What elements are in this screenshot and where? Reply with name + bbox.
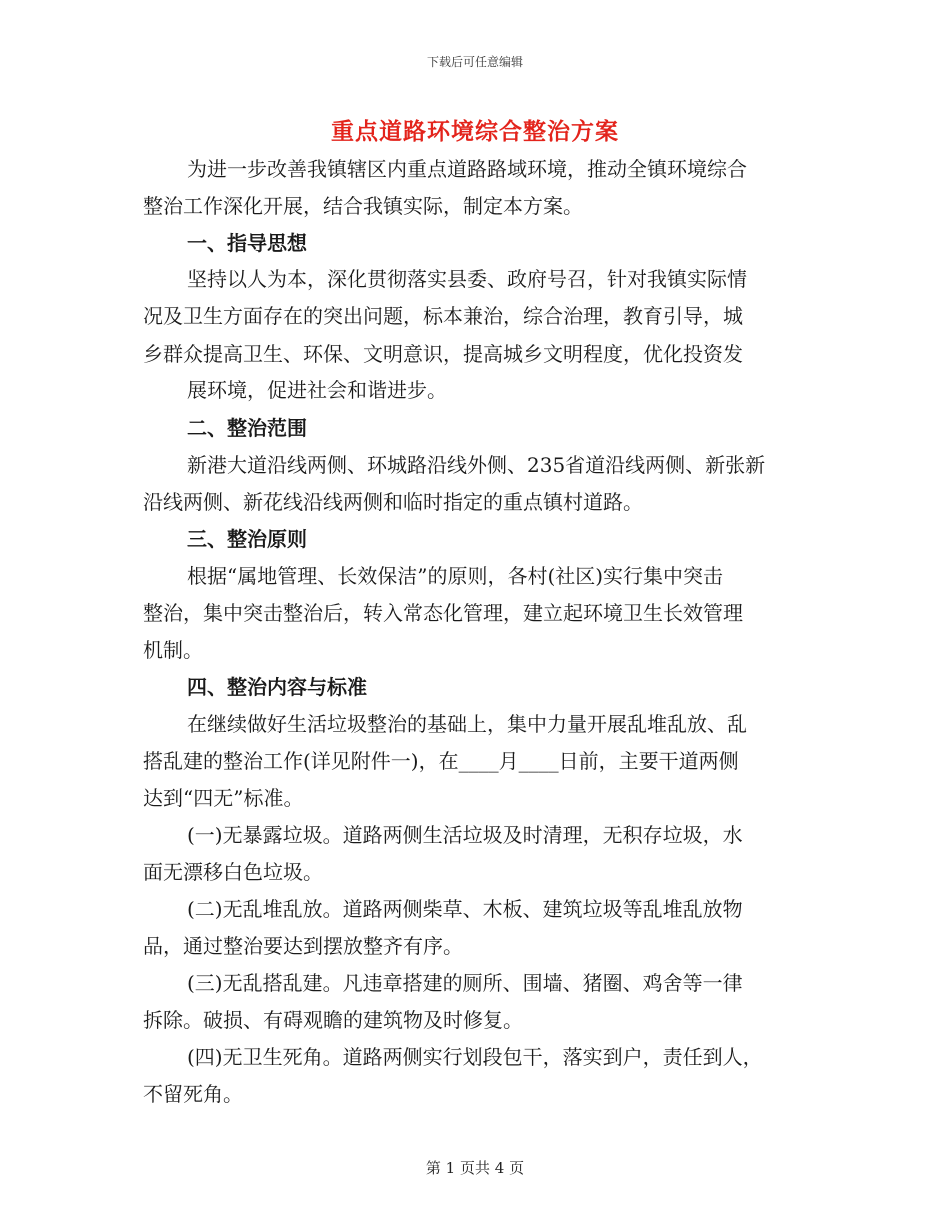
paragraph-line: (四)无卫生死角。道路两侧实行划段包干，落实到户，责任到人， [187, 1045, 763, 1069]
section-heading-1: 一、指导思想 [187, 231, 307, 255]
section-heading-4: 四、整治内容与标准 [187, 675, 367, 699]
paragraph-line: 坚持以人为本，深化贯彻落实县委、政府号召，针对我镇实际情 [187, 267, 747, 291]
paragraph-line: 在继续做好生活垃圾整治的基础上，集中力量开展乱堆乱放、乱 [187, 712, 747, 736]
paragraph-line: 沿线两侧、新花线沿线两侧和临时指定的重点镇村道路。 [143, 490, 643, 514]
paragraph-line: (一)无暴露垃圾。道路两侧生活垃圾及时清理，无积存垃圾，水 [187, 823, 743, 847]
paragraph-line: 整治，集中突击整治后，转入常态化管理，建立起环境卫生长效管理 [143, 601, 743, 625]
paragraph-line: 况及卫生方面存在的突出问题，标本兼治，综合治理，教育引导，城 [143, 304, 743, 328]
paragraph-line: 达到“四无”标准。 [143, 786, 304, 810]
paragraph-line: 根据“属地管理、长效保洁”的原则，各村(社区)实行集中突击 [187, 564, 724, 588]
paragraph-line: 机制。 [143, 638, 203, 662]
paragraph-line: 乡群众提高卫生、环保、文明意识，提高城乡文明程度，优化投资发 [143, 342, 743, 366]
paragraph-line: (三)无乱搭乱建。凡违章搭建的厕所、围墙、猪圈、鸡舍等一律 [187, 971, 743, 995]
page-header: 下载后可任意编辑 [426, 55, 523, 69]
paragraph-line: (二)无乱堆乱放。道路两侧柴草、木板、建筑垃圾等乱堆乱放物 [187, 897, 743, 921]
document-title: 重点道路环境综合整治方案 [331, 118, 619, 145]
paragraph-line: 不留死角。 [143, 1082, 243, 1106]
paragraph-line: 拆除。破损、有碍观瞻的建筑物及时修复。 [143, 1008, 523, 1032]
paragraph-line: 展环境，促进社会和谐进步。 [187, 378, 447, 402]
paragraph-line: 为进一步改善我镇辖区内重点道路路域环境，推动全镇环境综合 [187, 157, 747, 181]
paragraph-line: 面无漂移白色垃圾。 [143, 860, 323, 884]
paragraph-line: 品，通过整治要达到摆放整齐有序。 [143, 934, 463, 958]
page-footer: 第 1 页共 4 页 [425, 1159, 525, 1177]
paragraph-line: 搭乱建的整治工作(详见附件一)，在____月____日前，主要干道两侧 [143, 749, 739, 773]
section-heading-2: 二、整治范围 [187, 416, 307, 440]
paragraph-line: 新港大道沿线两侧、环城路沿线外侧、235省道沿线两侧、新张新 [187, 453, 766, 477]
paragraph-line: 整治工作深化开展，结合我镇实际，制定本方案。 [143, 194, 583, 218]
section-heading-3: 三、整治原则 [187, 527, 307, 551]
